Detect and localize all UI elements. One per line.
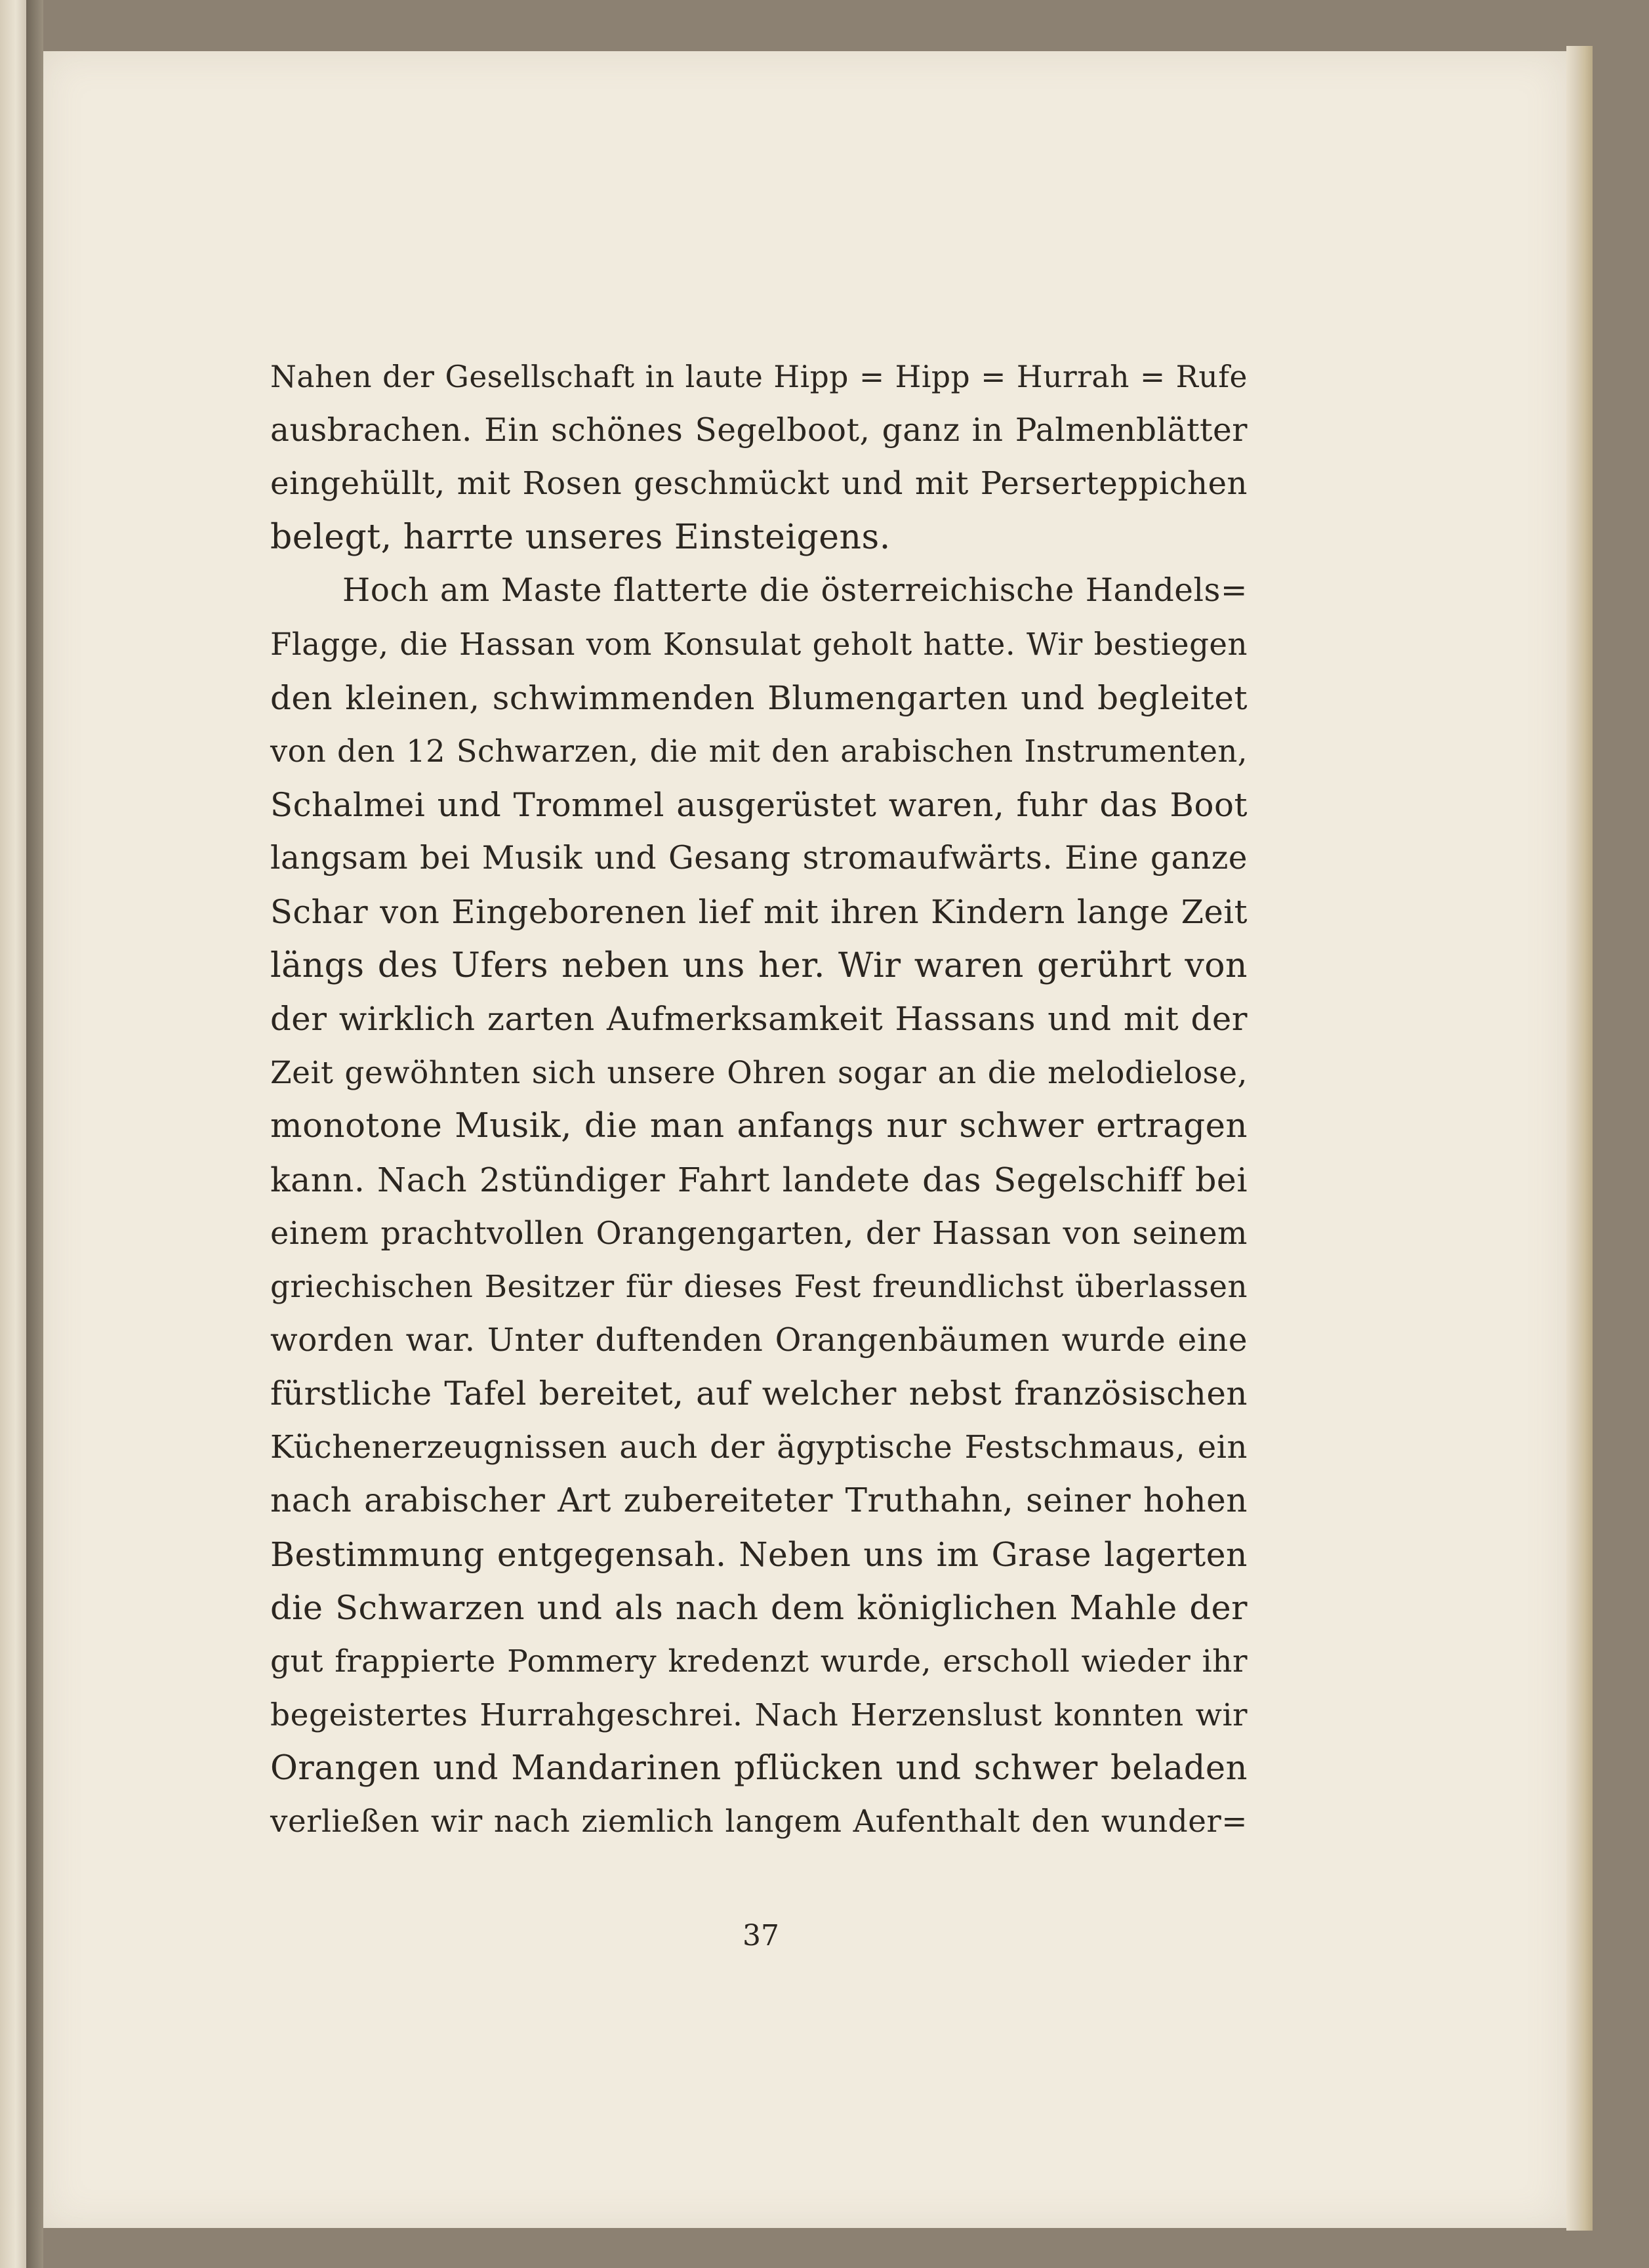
text-line: Hoch am Maste flatterte die österreichische Handels= [342, 572, 1248, 609]
text-line: gut frappierte Pommery kredenzt wurde, erscholl wieder ihr [270, 1643, 1248, 1680]
text-line: einem prachtvollen Orangengarten, der Hassan von seinem [270, 1215, 1248, 1252]
text-line: Schalmei und Trommel ausgerüstet waren, fuhr das Boot [270, 785, 1248, 824]
text-line: Zeit gewöhnten sich unsere Ohren sogar an die melodielose, [270, 1054, 1248, 1091]
text-line: Schar von Eingeborenen lief mit ihren Kindern lange Zeit [270, 892, 1248, 931]
text-line: der wirklich zarten Aufmerksamkeit Hassans und mit der [270, 1000, 1248, 1039]
text-line: Flagge, die Hassan vom Konsulat geholt hatte. Wir bestiegen [270, 626, 1248, 662]
text-line: Bestimmung entgegensah. Neben uns im Grase lagerten [270, 1535, 1248, 1575]
text-line: verließen wir nach ziemlich langem Aufenthalt den wunder= [270, 1804, 1248, 1840]
text-line: Nahen der Gesellschaft in laute Hipp = Hipp = Hurrah = Rufe [270, 360, 1248, 394]
text-line: ausbrachen. Ein schönes Segelboot, ganz in Palmenblätter [270, 411, 1248, 449]
text-line: Küchenerzeugnissen auch der ägyptische Festschmaus, ein [270, 1428, 1248, 1466]
text-line: belegt, harrte unseres Einsteigens. [270, 517, 891, 557]
text-line: worden war. Unter duftenden Orangenbäumen wurde eine [270, 1321, 1248, 1359]
text-line: nach arabischer Art zubereiteter Truthahn, seiner hohen [270, 1481, 1248, 1520]
text-line: die Schwarzen und als nach dem königlichen Mahle der [270, 1588, 1248, 1628]
text-line: fürstliche Tafel bereitet, auf welcher nebst französischen [270, 1374, 1248, 1413]
text-line: von den 12 Schwarzen, die mit den arabischen Instrumenten, [270, 733, 1248, 770]
body-text [270, 350, 1248, 1849]
book-gutter [26, 0, 43, 2268]
text-line: langsam bei Musik und Gesang stromaufwärts. Eine ganze [270, 840, 1248, 877]
text-line: begeistertes Hurrahgeschrei. Nach Herzenslust konnten wir [270, 1697, 1248, 1733]
text-line: monotone Musik, die man anfangs nur schwer ertragen [270, 1106, 1248, 1146]
facing-page-edge [0, 0, 26, 2268]
text-line: Orangen und Mandarinen pflücken und schwer beladen [270, 1749, 1248, 1788]
page-number: 37 [743, 1919, 779, 1952]
text-line: kann. Nach 2stündiger Fahrt landete das Segelschiff bei [270, 1160, 1248, 1199]
text-line: längs des Ufers neben uns her. Wir waren gerührt von [270, 945, 1248, 985]
text-line: den kleinen, schwimmenden Blumengarten und begleitet [270, 678, 1248, 717]
text-line: griechischen Besitzer für dieses Fest freundlichst überlassen [270, 1269, 1248, 1305]
text-line: eingehüllt, mit Rosen geschmückt und mit Perserteppichen [270, 465, 1248, 503]
page-stack-edge [1566, 46, 1593, 2231]
